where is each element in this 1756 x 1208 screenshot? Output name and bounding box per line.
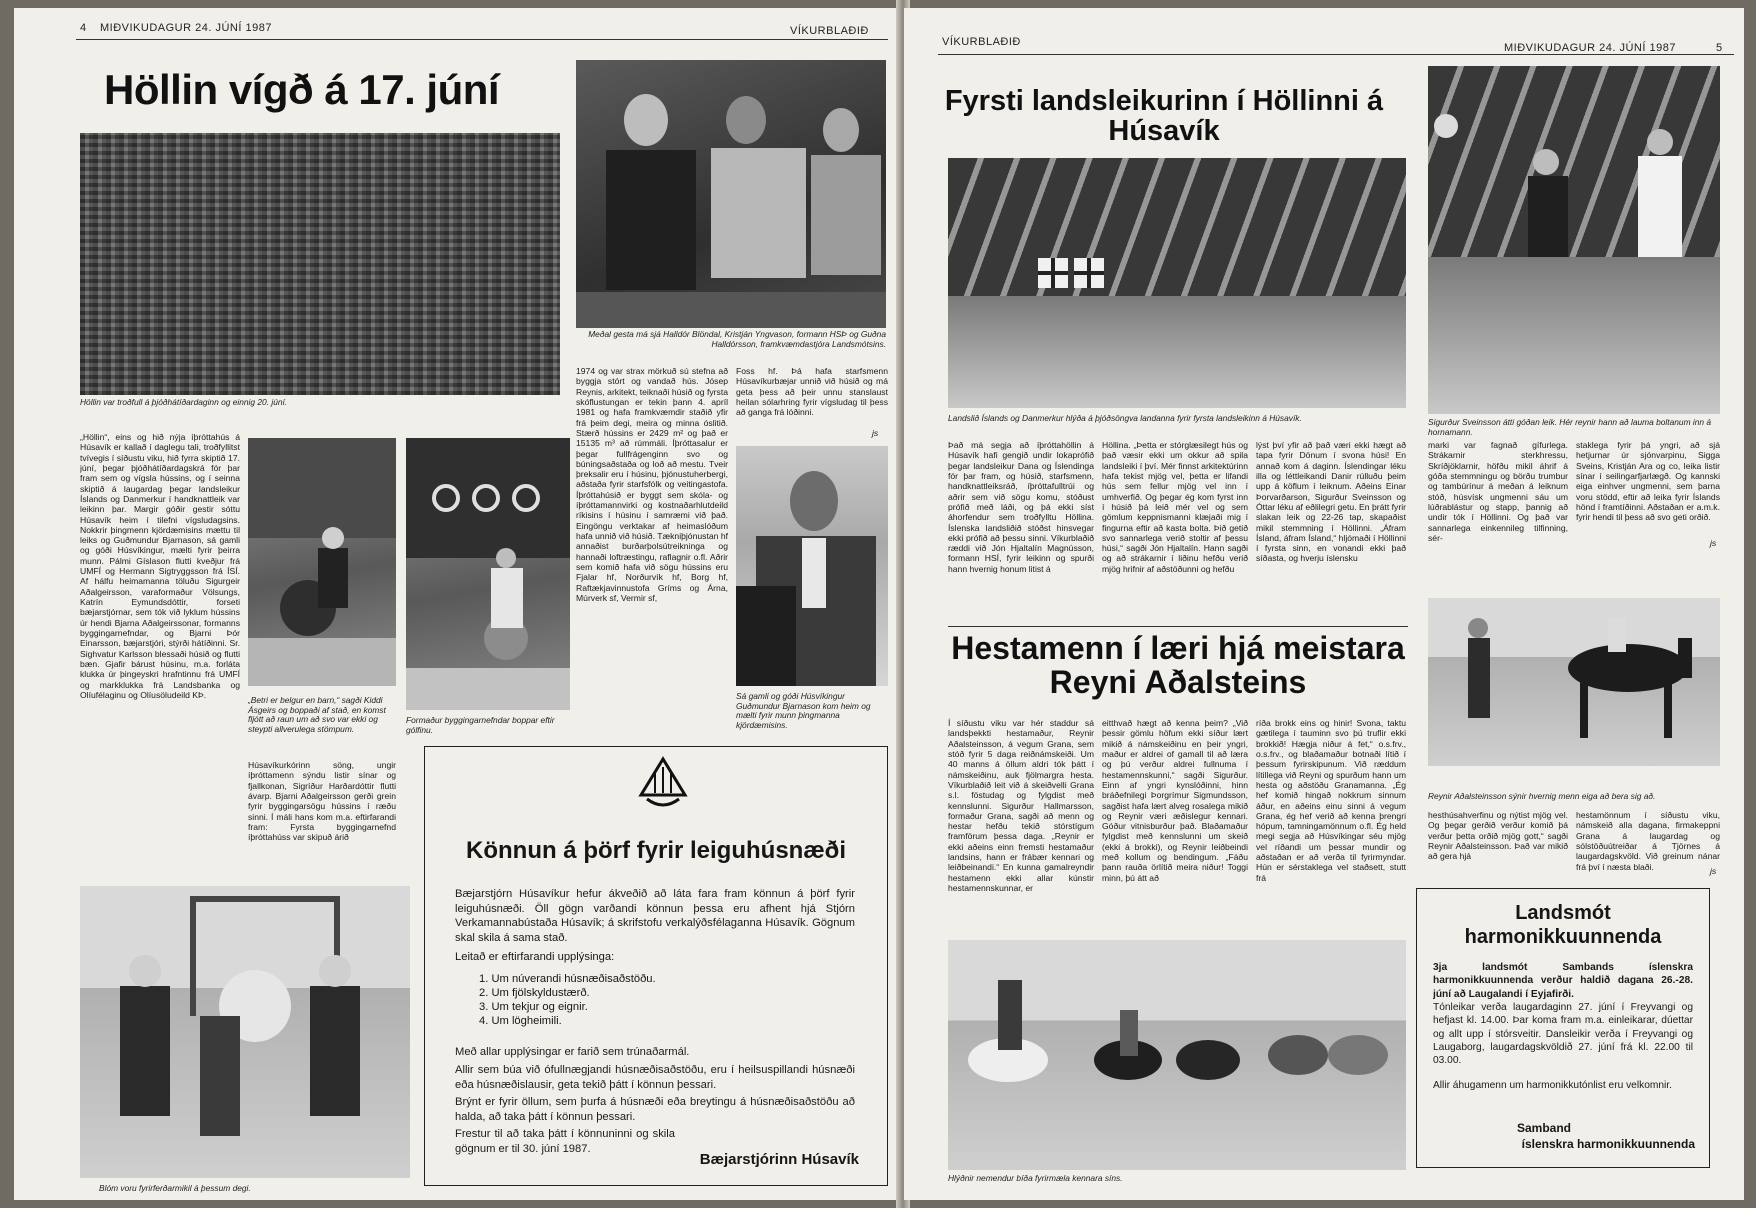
- ball-man-caption: „Betri er belgur en barn,“ sagði Kiddi Ásgeirs og boppaði af stað, en komst fljótt að raun um að svo var ekki og steypti allverulega stömpum.: [248, 695, 386, 734]
- ad-p2: Með allar upplýsingar er farið sem trúnaðarmál.: [455, 1046, 690, 1058]
- header-rule: [76, 39, 888, 40]
- ad-signature: Bæjarstjórinn Húsavík: [699, 1151, 859, 1168]
- landsleikur-col-1: Það má segja að íþróttahöllin á Húsavík hafi gengið undir lokaprófið þegar landsleikur Dana og Íslendinga fór þar fram, og húsið, starfsmenn, handknattleiksráð, íþróttafulltrúi og aðrir sem við sögu komu, stóðust prófið með láði, og þá ekki síst áhorfendur sem troðfylltu Höllina. Íslenska landsliðið stóðst hinsvegar ekki prófið að þessu sinni. Víkurblaðið ræddi við Jón Hjaltalín Magnússon, formann HSÍ, fyrir leikinn og spurði hann hvernig honum litist á: [948, 440, 1094, 574]
- handball-photo: [1428, 66, 1720, 414]
- article-signature: js: [872, 428, 879, 438]
- ad-p3: Allir sem búa við ófullnægjandi húsnæðisaðstöðu, eru í heilsuspillandi húsnæði eða húsnæðislausir, geta tekið þátt í könnun þessari.: [455, 1064, 855, 1091]
- ad-list: [479, 973, 656, 1029]
- landsleikur-signature: js: [1710, 538, 1717, 548]
- municipal-logo-icon: [635, 755, 691, 811]
- harmonikka-ad-sig2: íslenskra harmonikkuunnenda: [1521, 1137, 1695, 1151]
- header-rule: [938, 54, 1734, 55]
- guests-caption: Meðal gesta má sjá Halldór Blöndal, Kristján Yngvason, formann HSÞ og Guðna Halldórsson, framkvæmdastjóra Landsmótsins.: [588, 329, 886, 349]
- headline-landsleikur: Fyrsti landsleikurinn í Höllinni á Húsavík: [944, 85, 1384, 148]
- hestamenn-col-2: eitthvað hægt að kenna þeim? „Við þessir gömlu höfum ekki síður lært mikið á námskeiðinu en þeir yngri, maður er aldrei of gamall til að læra og þú verður aldrei fullnuma í hestamennskunni,“ sagði Sigurður. Einn af yngri kynslóðinni, hinn bráðefnilegi Þorgrímur Sigmundsson, sagðist hafa lært alveg rosalega mikið og Reynir væri æðislegur kennari. Góður vitnisburður það. Blaðamaður fylgdist með kennslunni um skeið (ekki á brokki), og Reynir leiðbeindi með kollum og bendingum. „Fáðu þann rauða örlítið meira niður! Toggi minn, þú átt að: [1102, 718, 1248, 883]
- speaker-photo: [736, 446, 888, 686]
- page-number: 5: [1716, 42, 1723, 54]
- hestamenn-col-1: Í síðustu viku var hér staddur sá landsþekkti hestamaður, Reynir Aðalsteinsson, á vegum Grana, sem stóð fyrir 5 daga reiðnámskeiði. Um 40 manns á öllum aldri tók þátt í námskeiðinu, auk fjölmargra hesta. Víkurblaðið leit við á skeiðvelli Grana s.l. föstudag og fylgdist með kennslunni. Sigurður Hallmarsson, formaður Grana, sagði að menn og hestar hefðu tekið stórstígum framförum þessa daga. „Reynir er ekki aðeins einn fremsti hestamaður landsins, hann er frábær kennari og leiðbeinandi.“ En kunna gamalreyndir hestamenn ekki allar kúnstir hestamennskunnar, er: [948, 718, 1094, 893]
- anthem-photo: [948, 158, 1406, 408]
- speaker-caption: Sá gamli og góði Húsvíkingur Guðmundur Bjarnason kom heim og mælti fyrir munn þingmanna kjördæmisins.: [736, 691, 871, 730]
- guests-photo: [576, 60, 886, 328]
- date-line: MIÐVIKUDAGUR 24. JÚNÍ 1987: [100, 22, 272, 34]
- crowd-caption: Höllin var troðfull á þjóðhátíðardaginn og einnig 20. júní.: [80, 397, 288, 407]
- hestamenn-col-4: hesthúsahverfinu og nýtist mjög vel. Og þegar gerðið verður komið þá verður þetta orðið mjög gott,“ sagði Reynir Aðalsteinsson. Það var mikið að gera hjá: [1428, 810, 1568, 862]
- landsleikur-col-3: lýst því yfir að það væri ekki hægt að tapa fyrir Dönum í svona húsi! En annað kom á daginn. Íslendingar léku illa og léttleikandi Danir rúlluðu þeim upp á köflum í leiknum. Aðeins Einar Þorvarðarson, Sigurður Sveinsson og Óttar léku af eðlilegri getu. En þrátt fyrir slakan leik og 22-26 tap, skapaðist mikil stemmning í Höllinni. „Áfram Ísland, áfram Ísland,“ hljómaði í Höllinni í fyrsta sinn, en vonandi ekki það síðasta, og hverju íslensku: [1256, 440, 1406, 564]
- foreman-caption: Formaður byggingarnefndar boppar eftir gólfinu.: [406, 715, 555, 735]
- flowers-photo: [80, 886, 410, 1178]
- headline-hestamenn: Hestamenn í læri hjá meistara Reyni Aðalsteins: [951, 630, 1405, 700]
- harmonikka-ad-body3: Allir áhugamenn um harmonikkutónlist eru velkomnir.: [1433, 1080, 1672, 1091]
- hestamenn-col-5: hestamönnum í síðustu viku, námskeið alla dagana, firmakeppni Grana á laugardag og sólstöðuútreiðar á Tjörnes á laugardagskvöld. Við greinum nánar frá því í næsta blaði.: [1576, 810, 1720, 872]
- landsleikur-col-5: staklega fyrir þá yngri, að sjá hetjurnar úr sjónvarpinu, Sigga Sveins, Kristján Ara og co, leika listir sínar í seilingarfjarlægð. Og kannski eiga einhver ungmenni, sem þarna voru stödd, eftir að leika fyrir Íslands hönd í framtíðinni. Aðstaðan er a.m.k. fyrir hendi til þess að svo geti orðið.: [1576, 440, 1720, 523]
- riders-photo: [948, 940, 1406, 1170]
- horse-caption: Reynir Aðalsteinsson sýnir hvernig menn eiga að bera sig að.: [1428, 791, 1656, 801]
- ad-list-item: 4. Um lögheimili.: [479, 1015, 562, 1027]
- date-line: MIÐVIKUDAGUR 24. JÚNÍ 1987: [1504, 42, 1676, 54]
- article-col-1: „Höllin“, eins og hið nýja íþróttahús á Húsavík er kallað í daglegu tali, troðfyllitst tvívegis í síðustu viku, hið fyrra skiptið 17. júní, þegar þjóðhátíðardagskrá fór þar fram sem og vígsla hússins, og í seinna skiptið á laugardag þegar landsleikur Íslands og Danmerkur í handknattleik var leikinn þar. Margir góðir gestir sóttu Húsavík heim í tilefni vígsludagsins. Nokkrir þingmenn kjördæmisins mættu til leiks og Guðmundur Bjarnason, sá gamli og góði Húsvíkingur, mælti fyrir þeirra munn. Pálmi Gíslason flutti kveðjur frá UMFÍ og Hermann Sigtryggsson frá ÍSÍ. Af hálfu heimamanna töluðu Sigurgeir Aðalgeirsson, varaformaður Völsungs, Katrín Eymundsdóttir, forseti bæjarstjórnar, sem tók við lyklum hússins úr hendi Bjarna Aðalgeirssonar, formanns byggingarnefndar, og Bjarni Þór Einarsson, bæjarstjóri, stýrði hátíðinni. Sr. Sighvatur Karlsson blessaði húsið og flutti bæn. Gjafir bárust húsinu, m.a. forláta klukka úr þingeyskri hrafntinnu frá UMFÍ og markklukka frá Landsbanka og Olíufélaginu og Olíusöludeild KÞ.: [80, 432, 240, 700]
- landsleikur-col-2: Höllina. „Þetta er stórglæsilegt hús og það væsir ekki um okkur að spila landsleiki í því. Mér finnst arkitektúrinn hafa tekist mjög vel, þetta er lifandi hús sem fellur mjög vel inn í umhverfið. Og þegar ég kom fyrst inn í húsið þá leið mér vel og sem gömlum keppnismanni klæjaði mig í fingurna eftir að kasta bolta. Þið getið svo sannarlega verið stoltir af þessu húsi,“ sagði Jón Hjaltalín. Hann sagði og að strákarnir í liðinu hefðu verið mjög hrifnir af aðstöðunni og hefðu: [1102, 440, 1248, 574]
- riders-caption: Hlýðnir nemendur bíða fyrirmæla kennara síns.: [948, 1173, 1123, 1183]
- harmonikka-ad-sig1: Samband: [1517, 1121, 1572, 1135]
- hestamenn-col-3: ríða brokk eins og hinir! Svona, taktu gætilega í tauminn svo þú truflir ekki brokkið! Hægja niður á fet,“ o.s.frv., o.s.frv., og blaðamaður botnaði lítið í þessum fyrirskipunum. Við ræddum lítillega við Reyni og spurðum hann um hesta og aðstöðu Granamanna. „Ég hef komið hingað nokkrum sinnum áður, en aðeins einu sinni á vegum Grana, ég hef verið að kenna þrengri hópum, tamningamönnum o.fl. Ég held megi segja að Húsvíkingar séu mjög vel ríðandi um þessar mundir og aðstaðan er að verða til fyrirmyndar. Hún er sérstaklega vel staðsett, stutt frá: [1256, 718, 1406, 883]
- left-page: [14, 8, 900, 1200]
- harmonikka-ad-body1: 3ja landsmót Sambands íslenskra harmonikkuunnenda verður haldið dagana 26.-28. júní að Laugalandi í Eyjafirði.: [1433, 962, 1693, 1000]
- harmonikka-ad: [1416, 888, 1710, 1168]
- ball-man-photo: [248, 438, 396, 686]
- right-page: [904, 8, 1744, 1200]
- flowers-caption: Blóm voru fyrirferðarmikil á þessum degi.: [99, 1183, 251, 1193]
- ad-p5: Frestur til að taka þátt í könnuninni og skila gögnum er til 30. júní 1987.: [455, 1128, 675, 1155]
- handball-caption: Sigurður Sveinsson átti góðan leik. Hér reynir hann að lauma boltanum inn á hornamann.: [1428, 417, 1712, 437]
- horse-photo: [1428, 598, 1720, 766]
- ad-intro: Bæjarstjórn Húsavíkur hefur ákveðið að láta fara fram könnun á þörf fyrir leiguhúsnæði. Öll gögn varðandi könnun þessa eru afhent hjá Stjórn Verkamannabústaða Húsavík; á skrifstofu verkalýðsfélaganna Húsavík. Gögnum skal skila á sama stað.: [455, 888, 855, 944]
- harmonikka-ad-title: Landsmót harmonikkuunnenda: [1464, 902, 1662, 948]
- anthem-caption: Landslið Íslands og Danmerkur hlýða á þjóðsöngva landanna fyrir fyrsta landsleikinn á Húsavík.: [948, 413, 1302, 423]
- paper-name: VÍKURBLAÐIÐ: [790, 25, 869, 37]
- housing-survey-ad: [424, 746, 888, 1186]
- ad-title: Könnun á þörf fyrir leiguhúsnæði: [466, 837, 846, 864]
- landsleikur-col-4: marki var fagnað gífurlega. Strákarnir sterkhressu, Skríðjöklarnir, höfðu mikil áhrif á góða stemmningu og börðu trumbur og tambúrínur á meðan á leiknum stóð, húsvísk ungmenni sáu um lúðrablástur og stapp, þannig að undir tók í Höllinni. Og það var sannarlega einkennileg tilfinning, sér-: [1428, 440, 1568, 543]
- ad-list-intro: Leitað er eftirfarandi upplýsinga:: [455, 951, 615, 963]
- paper-name: VÍKURBLAÐIÐ: [942, 36, 1021, 48]
- ad-list-item: 3. Um tekjur og eignir.: [479, 1001, 588, 1013]
- headline: Höllin vígð á 17. júní: [104, 66, 500, 113]
- foreman-photo: [406, 438, 570, 710]
- article-col-3: 1974 og var strax mörkuð sú stefna að byggja stórt og vandað hús. Jósep Reynis, arkitekt, teiknaði húsið og fyrsta skóflustungan er tekin þann 4. apríl 1981 og hafa framkvæmdir staðið yfir frá þeim degi, meira og minna óslitið. Stærð hússins er 2429 m² og það er 15135 m³ að rúmmáli. Íþróttasalur er þegar fullfrágenginn svo og búningsaðstaða og loð að mestu. Tveir þreksalir eru í húsinu, þjónustuherbergi, aðstaða fyrir starfsfólk og veitingastofa. Íþróttahúsið er byggt sem skóla- og íþróttamannvirki og kostnaðarhlutdeild ríkisins í húsinu í samræmi við það. Eingöngu verktakar af heimaslóðum hafa unnið við húsið. Tækniþjónustan hf annaðist burðarþolsútreikninga og hannaði loftræstingu, raflagnir o.fl. Aðrir sem komið hafa við sögu hússins eru Fjalar hf, Norðurvík hf, Borg hf, Raftækjavinnustofa Gríms og Árna, Múrverk sf, Vermir sf,: [576, 366, 728, 603]
- ad-list-item: 1. Um núverandi húsnæðisaðstöðu.: [479, 973, 656, 985]
- ad-p4: Brýnt er fyrir öllum, sem þurfa á húsnæði eða breytingu á húsnæðisaðstöðu að halda, að taka þátt í könnun þessari.: [455, 1096, 855, 1123]
- hestamenn-signature: js: [1710, 866, 1717, 876]
- article-col-2: Húsavíkurkórinn söng, ungir íþróttamenn sýndu listir sínar og fjallkonan, Sigríður Harðardóttir flutti ávarp. Bjarni Aðalgeirsson gerði grein fyrir byggingarsögu hússins í ræðu sinni. Í máli hans kom m.a. eftirfarandi fram: Fyrsta byggingarnefnd íþróttahúss var skipuð árið: [248, 760, 396, 843]
- crowd-photo: [80, 133, 560, 395]
- harmonikka-ad-body2: Tónleikar verða laugardaginn 27. júní í Freyvangi og hefjast kl. 14.00. Þar koma fram m.a. einleikarar, dúettar og allt upp í stórsveitir. Dansleikir verða í Freyvangi og Laugaborg, laugardagskvöldið 27. júní frá kl. 22.00 til 03.00.: [1433, 1002, 1693, 1066]
- section-rule: [948, 626, 1408, 627]
- ad-list-item: 2. Um fjölskyldustærð.: [479, 987, 590, 999]
- article-col-4: Foss hf. Þá hafa starfsmenn Húsavíkurbæjar unnið við húsið og má geta þess að þeir unnu stanslaust heilan sólarhring fyrir vígsludag til þess að ganga frá lóðinni.: [736, 366, 888, 418]
- page-number: 4: [80, 22, 87, 34]
